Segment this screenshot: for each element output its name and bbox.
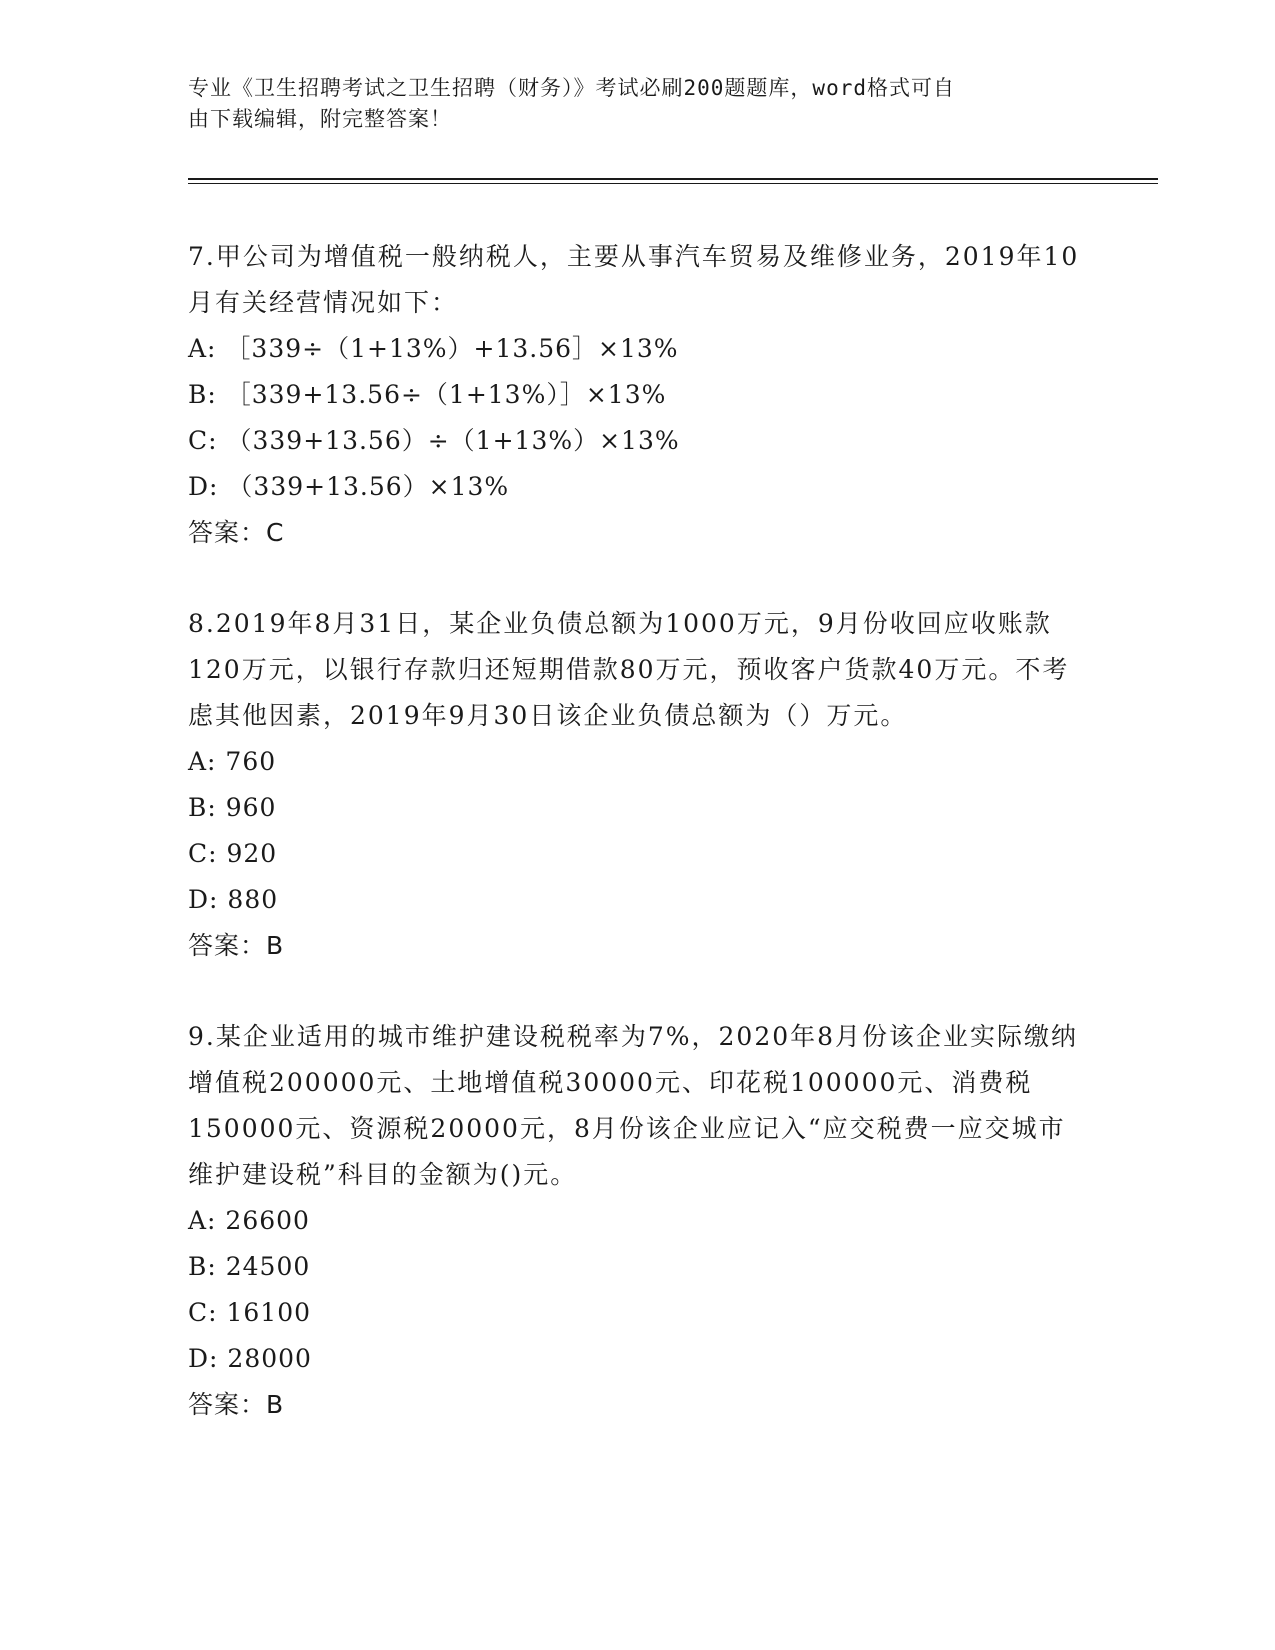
question-list [188, 234, 1088, 1473]
option-d: D: 28000 [188, 1344, 312, 1373]
header-line-1: 专业《卫生招聘考试之卫生招聘（财务）》考试必刷200题题库，word格式可自 [188, 76, 955, 100]
option-d: D: 880 [188, 885, 279, 914]
option-b: B: ［339+13.56÷（1+13%）］×13% [188, 380, 667, 409]
document-header [188, 73, 1068, 135]
question-8 [188, 601, 1088, 969]
option-c: C: 920 [188, 839, 278, 868]
header-divider-thin [188, 183, 1158, 184]
option-a: A: ［339÷（1+13%）+13.56］×13% [188, 334, 679, 363]
answer-label: 答案：B [188, 1390, 285, 1419]
question-7 [188, 234, 1088, 556]
option-a: A: 760 [188, 747, 277, 776]
option-c: C: （339+13.56）÷（1+13%）×13% [188, 426, 680, 455]
option-b: B: 24500 [188, 1252, 311, 1281]
answer-label: 答案：C [188, 518, 285, 547]
option-d: D: （339+13.56）×13% [188, 472, 510, 501]
question-9 [188, 1014, 1088, 1428]
header-divider-thick [188, 178, 1158, 180]
question-stem: 8.2019年8月31日，某企业负债总额为1000万元，9月份收回应收账款120万元，以银行存款归还短期借款80万元，预收客户货款40万元。不考虑其他因素，2019年9月30日该企业负债总额为（）万元。 [188, 609, 1070, 730]
answer-label: 答案：B [188, 931, 285, 960]
option-c: C: 16100 [188, 1298, 312, 1327]
option-b: B: 960 [188, 793, 277, 822]
header-line-2: 由下载编辑，附完整答案！ [188, 107, 452, 131]
question-stem: 9.某企业适用的城市维护建设税税率为7%，2020年8月份该企业实际缴纳增值税200000元、土地增值税30000元、印花税100000元、消费税150000元、资源税20000元，8月份该企业应记入“应交税费一应交城市维护建设税”科目的金额为()元。 [188, 1022, 1079, 1189]
option-a: A: 26600 [188, 1206, 310, 1235]
question-stem: 7.甲公司为增值税一般纳税人，主要从事汽车贸易及维修业务，2019年10月有关经营情况如下： [188, 242, 1080, 317]
